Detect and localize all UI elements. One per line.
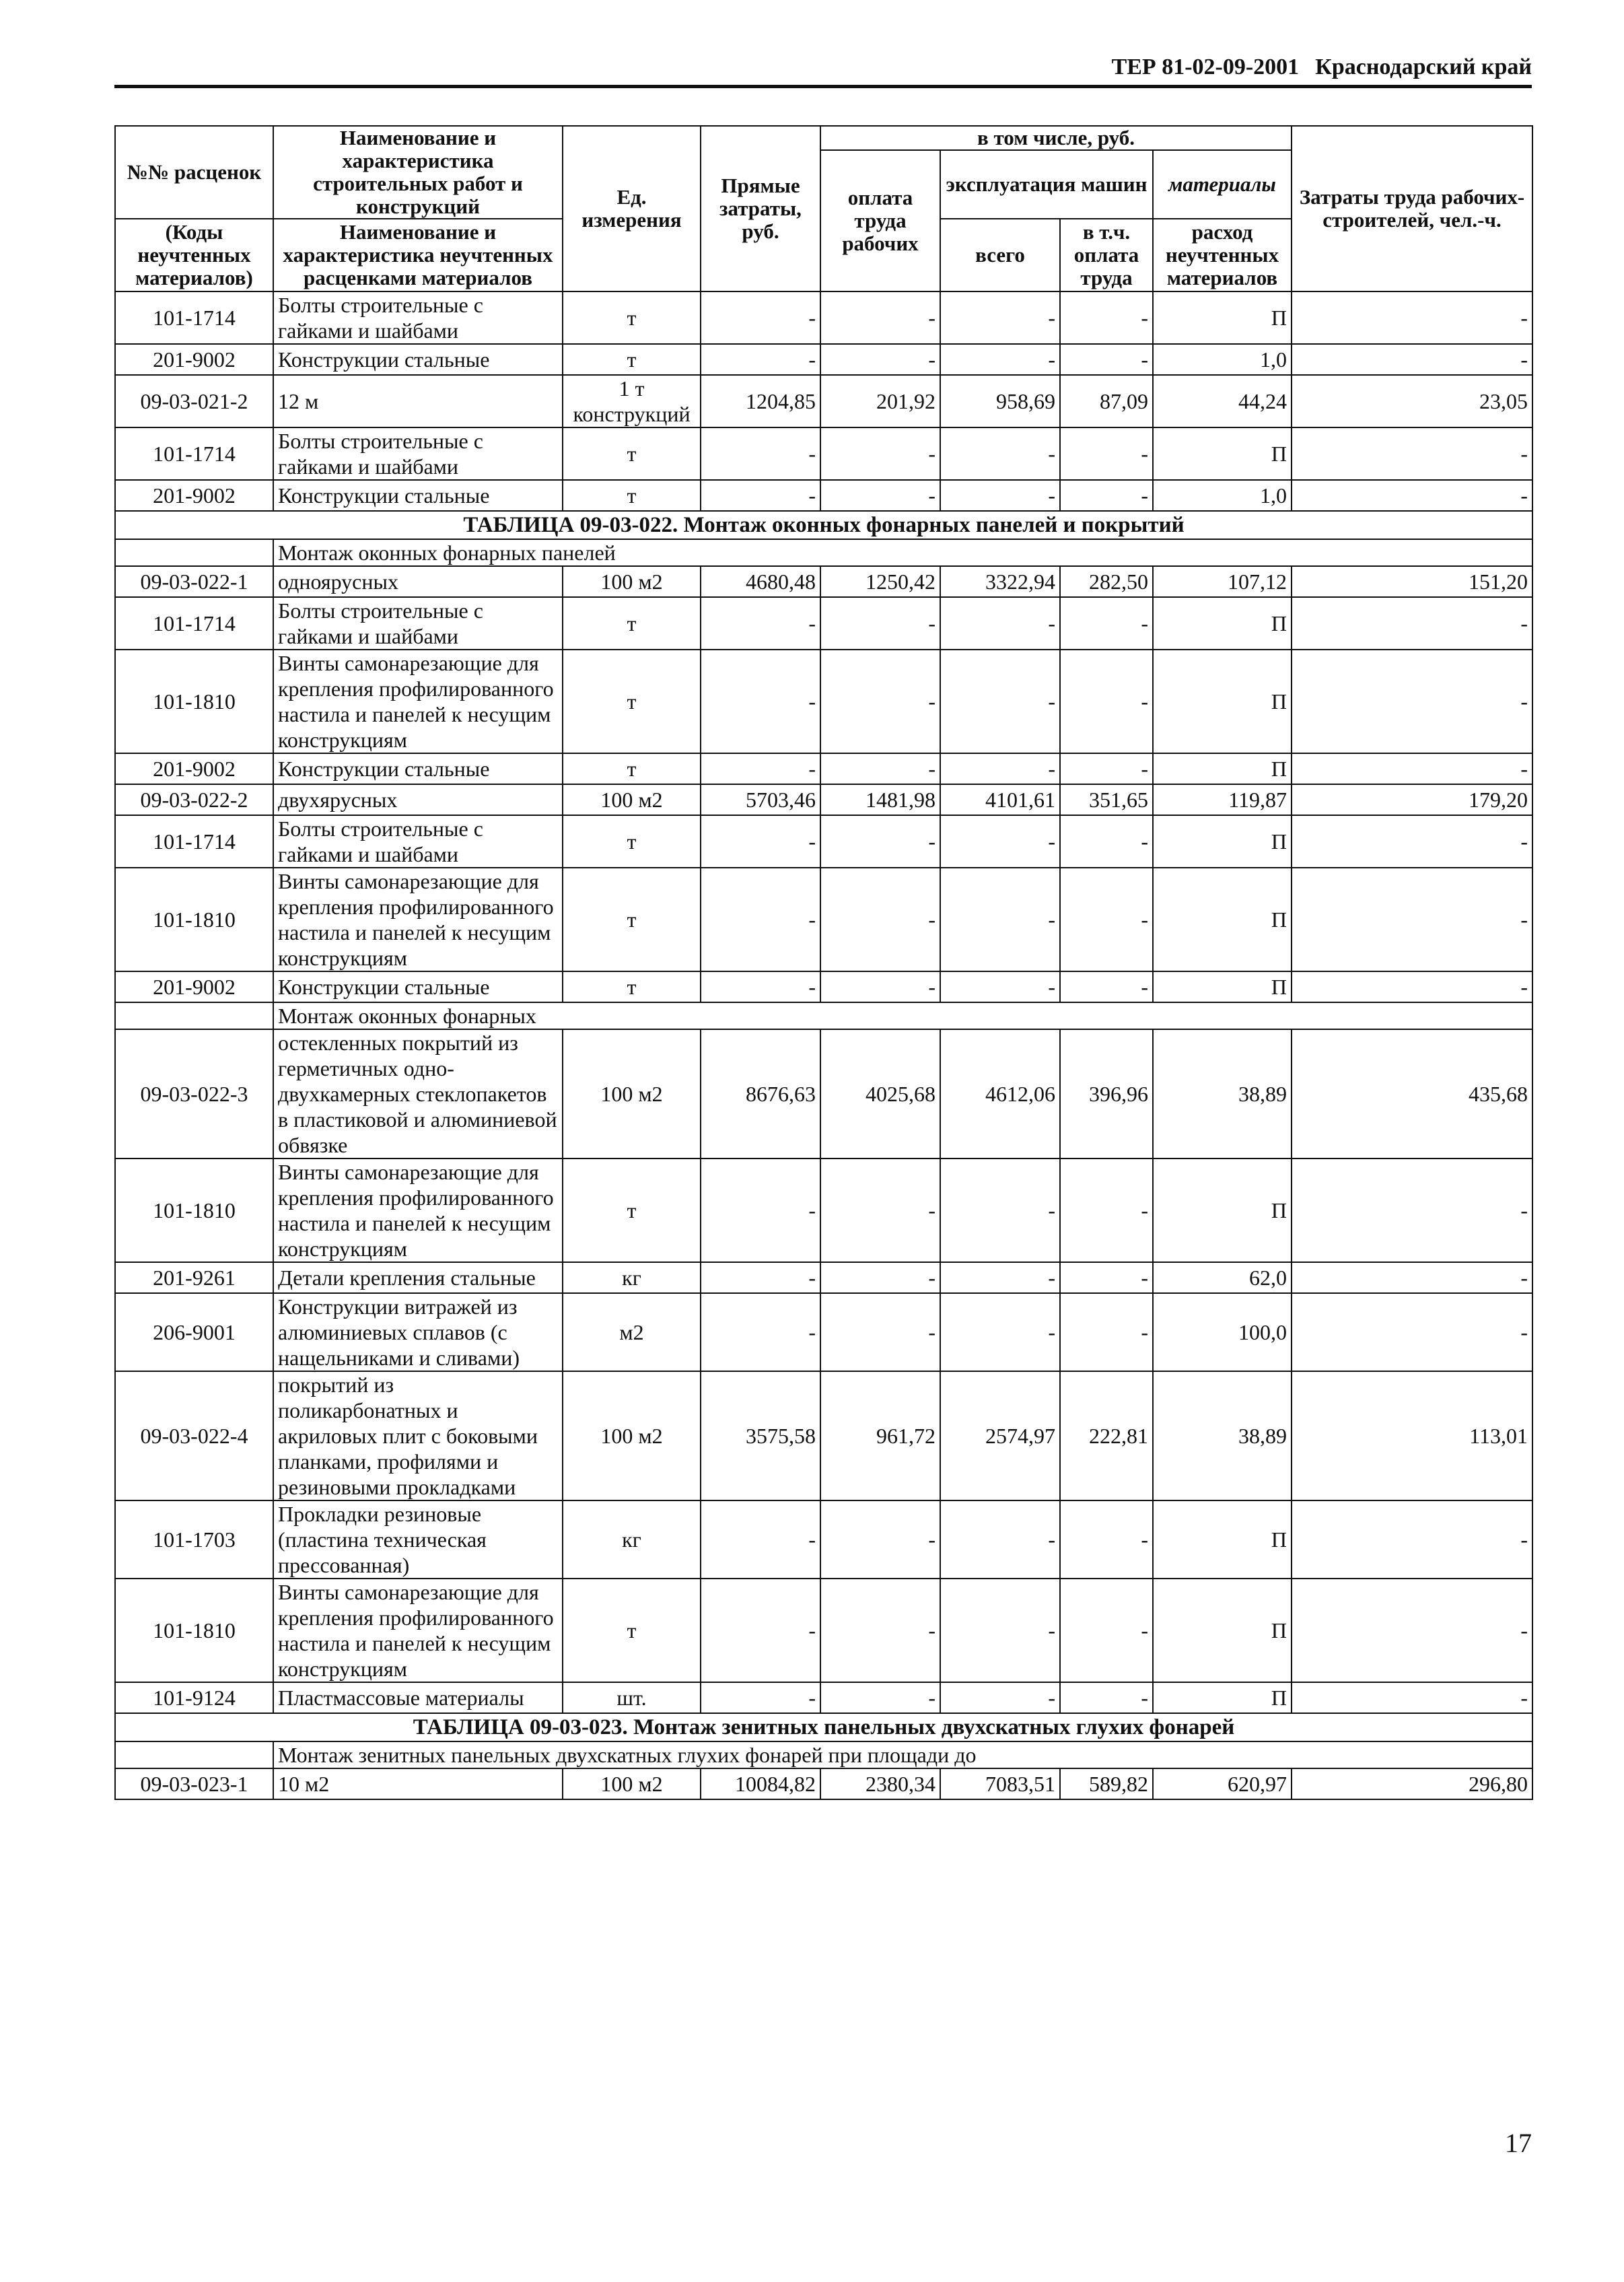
cell-materials: 107,12 <box>1153 566 1292 597</box>
cell-name: Болты строительные с гайками и шайбами <box>273 815 563 868</box>
table-row <box>115 784 1532 815</box>
cell-labor-pay: - <box>820 1500 940 1579</box>
cell-unit: т <box>563 291 701 344</box>
cell-machines-total: - <box>940 1293 1060 1371</box>
cell-machines-total: 3322,94 <box>940 566 1060 597</box>
cell-direct-cost: - <box>701 868 820 971</box>
table-row <box>115 291 1532 344</box>
cell-name: Конструкции стальные <box>273 344 563 375</box>
cell-machines-total: 7083,51 <box>940 1768 1060 1799</box>
cell-labor-pay: - <box>820 971 940 1002</box>
cell-machines-total: - <box>940 1159 1060 1262</box>
cell-labor-hours: - <box>1292 1262 1532 1293</box>
cell-direct-cost: 8676,63 <box>701 1029 820 1159</box>
cell-name: Винты самонарезающие для крепления профилированного настила и панелей к несущим конструкциям <box>273 1579 563 1682</box>
cell-unit: т <box>563 753 701 784</box>
cell-labor-hours: - <box>1292 344 1532 375</box>
col-machines-total: всего <box>940 219 1060 291</box>
cell-unit: т <box>563 480 701 511</box>
cell-code: 09-03-021-2 <box>115 375 273 427</box>
table-section-row <box>115 1713 1532 1741</box>
cell-labor-hours: - <box>1292 291 1532 344</box>
cell-labor-pay: 2380,34 <box>820 1768 940 1799</box>
cell-machines-labor: - <box>1060 1262 1153 1293</box>
cell-labor-pay: - <box>820 1293 940 1371</box>
cell-machines-total: - <box>940 480 1060 511</box>
cell-direct-cost: 10084,82 <box>701 1768 820 1799</box>
cell-materials: 119,87 <box>1153 784 1292 815</box>
cell-labor-hours: - <box>1292 753 1532 784</box>
cell-name: Конструкции стальные <box>273 753 563 784</box>
cell-labor-hours: 296,80 <box>1292 1768 1532 1799</box>
col-labor-pay: оплата труда рабочих <box>820 150 940 291</box>
table-row <box>115 1768 1532 1799</box>
col-machines-labor: в т.ч. оплата труда <box>1060 219 1153 291</box>
cell-name: остекленных покрытий из герметичных одно- двухкамерных стеклопакетов в пластиковой и алюминиевой обвязке <box>273 1029 563 1159</box>
cell-materials: П <box>1153 1159 1292 1262</box>
document-code: ТЕР 81-02-09-2001 <box>1111 55 1300 79</box>
cell-materials: П <box>1153 971 1292 1002</box>
cell-labor-pay: - <box>820 344 940 375</box>
cell-labor-pay: - <box>820 650 940 753</box>
cell-unit: т <box>563 597 701 650</box>
table-subheader-row <box>115 1002 1532 1029</box>
cell-code: 09-03-022-2 <box>115 784 273 815</box>
cell-machines-labor: - <box>1060 1293 1153 1371</box>
cell-direct-cost: - <box>701 1500 820 1579</box>
cell-labor-hours: - <box>1292 1579 1532 1682</box>
cell-machines-total: - <box>940 971 1060 1002</box>
subheader-code-cell <box>115 539 273 566</box>
cell-name: покрытий из поликарбонатных и акриловых плит с боковыми планками, профилями и резиновыми прокладками <box>273 1371 563 1500</box>
cell-machines-labor: - <box>1060 1682 1153 1713</box>
cell-unit: 100 м2 <box>563 566 701 597</box>
cell-direct-cost: - <box>701 971 820 1002</box>
region-name: Краснодарский край <box>1315 55 1532 79</box>
cell-labor-hours: - <box>1292 1293 1532 1371</box>
cell-name: Конструкции стальные <box>273 480 563 511</box>
cell-machines-total: 2574,97 <box>940 1371 1060 1500</box>
cell-unit: т <box>563 1159 701 1262</box>
table-row <box>115 480 1532 511</box>
cell-code: 09-03-022-3 <box>115 1029 273 1159</box>
cell-name: одноярусных <box>273 566 563 597</box>
table-row <box>115 1262 1532 1293</box>
cell-materials: П <box>1153 1500 1292 1579</box>
cell-materials: 1,0 <box>1153 344 1292 375</box>
subheader-code-cell <box>115 1002 273 1029</box>
cell-labor-hours: - <box>1292 597 1532 650</box>
cell-direct-cost: - <box>701 1159 820 1262</box>
cell-labor-hours: 151,20 <box>1292 566 1532 597</box>
subheader-title: Монтаж оконных фонарных <box>273 1002 1532 1029</box>
cell-machines-labor: 222,81 <box>1060 1371 1153 1500</box>
cell-machines-total: 4101,61 <box>940 784 1060 815</box>
table-header <box>115 126 1532 291</box>
cell-labor-pay: 961,72 <box>820 1371 940 1500</box>
cell-code: 101-1810 <box>115 650 273 753</box>
table-row <box>115 650 1532 753</box>
cell-code: 101-1703 <box>115 1500 273 1579</box>
cell-code: 201-9261 <box>115 1262 273 1293</box>
cell-direct-cost: - <box>701 291 820 344</box>
cell-machines-labor: - <box>1060 291 1153 344</box>
section-title: ТАБЛИЦА 09-03-022. Монтаж оконных фонарных панелей и покрытий <box>115 511 1532 539</box>
subheader-title: Монтаж зенитных панельных двухскатных глухих фонарей при площади до <box>273 1741 1532 1768</box>
cell-code: 201-9002 <box>115 480 273 511</box>
cell-machines-total: - <box>940 427 1060 480</box>
cell-labor-pay: 1250,42 <box>820 566 940 597</box>
table-row <box>115 1682 1532 1713</box>
cell-direct-cost: - <box>701 1262 820 1293</box>
cell-machines-total: - <box>940 1262 1060 1293</box>
cell-code: 101-1714 <box>115 597 273 650</box>
cell-materials: 44,24 <box>1153 375 1292 427</box>
cell-machines-labor: - <box>1060 1159 1153 1262</box>
cell-code: 101-1810 <box>115 1159 273 1262</box>
cell-name: двухярусных <box>273 784 563 815</box>
cell-labor-pay: - <box>820 1262 940 1293</box>
cell-labor-pay: - <box>820 1682 940 1713</box>
cell-labor-pay: - <box>820 815 940 868</box>
cell-code: 201-9002 <box>115 971 273 1002</box>
cell-direct-cost: - <box>701 597 820 650</box>
cell-labor-hours: - <box>1292 971 1532 1002</box>
cell-materials: П <box>1153 868 1292 971</box>
cell-machines-total: - <box>940 650 1060 753</box>
cell-unit: 100 м2 <box>563 1371 701 1500</box>
cell-labor-pay: - <box>820 868 940 971</box>
cell-machines-labor: - <box>1060 344 1153 375</box>
cell-direct-cost: 4680,48 <box>701 566 820 597</box>
cell-unit: м2 <box>563 1293 701 1371</box>
cell-labor-pay: - <box>820 291 940 344</box>
cell-materials: П <box>1153 815 1292 868</box>
cell-machines-labor: - <box>1060 753 1153 784</box>
cell-labor-pay: - <box>820 427 940 480</box>
cell-direct-cost: - <box>701 815 820 868</box>
table-row <box>115 815 1532 868</box>
cell-labor-hours: - <box>1292 480 1532 511</box>
col-materials <box>1153 150 1292 219</box>
cell-direct-cost: - <box>701 1579 820 1682</box>
cell-code: 201-9002 <box>115 344 273 375</box>
cell-machines-total: - <box>940 1682 1060 1713</box>
cell-machines-total: - <box>940 753 1060 784</box>
cell-machines-labor: - <box>1060 650 1153 753</box>
col-materials-sub: расход неучтенных материалов <box>1153 219 1292 291</box>
table-section-row <box>115 511 1532 539</box>
col-machines: эксплуатация машин <box>940 150 1153 219</box>
cell-labor-pay: - <box>820 1579 940 1682</box>
table-row <box>115 566 1532 597</box>
cell-machines-labor: - <box>1060 427 1153 480</box>
rates-table <box>114 125 1533 1800</box>
cell-labor-hours: 23,05 <box>1292 375 1532 427</box>
cell-unit: шт. <box>563 1682 701 1713</box>
table-row <box>115 753 1532 784</box>
cell-labor-pay: - <box>820 480 940 511</box>
cell-labor-pay: - <box>820 753 940 784</box>
cell-direct-cost: - <box>701 1682 820 1713</box>
cell-materials: П <box>1153 1682 1292 1713</box>
cell-direct-cost: - <box>701 427 820 480</box>
table-row <box>115 1579 1532 1682</box>
cell-code: 101-1810 <box>115 868 273 971</box>
col-name-top: Наименование и характеристика строительных работ и конструкций <box>273 126 563 219</box>
table-row <box>115 971 1532 1002</box>
cell-code: 201-9002 <box>115 753 273 784</box>
cell-name: 10 м2 <box>273 1768 563 1799</box>
col-including: в том числе, руб. <box>820 126 1292 150</box>
cell-code: 09-03-022-4 <box>115 1371 273 1500</box>
cell-labor-pay: 1481,98 <box>820 784 940 815</box>
cell-machines-total: - <box>940 291 1060 344</box>
cell-labor-hours: - <box>1292 868 1532 971</box>
table-row <box>115 1293 1532 1371</box>
cell-labor-pay: - <box>820 1159 940 1262</box>
cell-machines-labor: - <box>1060 597 1153 650</box>
cell-materials: П <box>1153 1579 1292 1682</box>
cell-machines-labor: - <box>1060 868 1153 971</box>
table-row <box>115 1159 1532 1262</box>
cell-name: Болты строительные с гайками и шайбами <box>273 291 563 344</box>
cell-materials: 620,97 <box>1153 1768 1292 1799</box>
cell-unit: т <box>563 868 701 971</box>
cell-direct-cost: - <box>701 480 820 511</box>
cell-labor-hours: 435,68 <box>1292 1029 1532 1159</box>
cell-code: 09-03-022-1 <box>115 566 273 597</box>
cell-direct-cost: 3575,58 <box>701 1371 820 1500</box>
table-row <box>115 427 1532 480</box>
cell-labor-hours: - <box>1292 650 1532 753</box>
cell-machines-labor: - <box>1060 1500 1153 1579</box>
cell-unit: т <box>563 650 701 753</box>
cell-materials: П <box>1153 291 1292 344</box>
cell-machines-total: - <box>940 815 1060 868</box>
cell-code: 101-9124 <box>115 1682 273 1713</box>
cell-machines-labor: 589,82 <box>1060 1768 1153 1799</box>
table-subheader-row <box>115 539 1532 566</box>
cell-name: Пластмассовые материалы <box>273 1682 563 1713</box>
cell-name: Винты самонарезающие для крепления профилированного настила и панелей к несущим конструкциям <box>273 1159 563 1262</box>
cell-labor-hours: - <box>1292 1682 1532 1713</box>
cell-direct-cost: - <box>701 650 820 753</box>
cell-machines-total: - <box>940 1500 1060 1579</box>
cell-machines-labor: 396,96 <box>1060 1029 1153 1159</box>
cell-name: Конструкции стальные <box>273 971 563 1002</box>
cell-materials: 62,0 <box>1153 1262 1292 1293</box>
cell-materials: П <box>1153 650 1292 753</box>
cell-name: Болты строительные с гайками и шайбами <box>273 597 563 650</box>
cell-machines-total: - <box>940 597 1060 650</box>
cell-code: 101-1810 <box>115 1579 273 1682</box>
cell-materials: П <box>1153 753 1292 784</box>
cell-name: Прокладки резиновые (пластина техническая прессованная) <box>273 1500 563 1579</box>
table-row <box>115 1029 1532 1159</box>
cell-direct-cost: - <box>701 1293 820 1371</box>
table-row <box>115 868 1532 971</box>
cell-unit: кг <box>563 1262 701 1293</box>
cell-labor-hours: 113,01 <box>1292 1371 1532 1500</box>
cell-direct-cost: - <box>701 344 820 375</box>
cell-code: 101-1714 <box>115 427 273 480</box>
table-body <box>115 291 1532 1799</box>
cell-labor-pay: 201,92 <box>820 375 940 427</box>
cell-machines-labor: - <box>1060 971 1153 1002</box>
cell-machines-total: 958,69 <box>940 375 1060 427</box>
cell-labor-hours: - <box>1292 1159 1532 1262</box>
cell-unit: т <box>563 1579 701 1682</box>
table-subheader-row <box>115 1741 1532 1768</box>
cell-machines-labor: 351,65 <box>1060 784 1153 815</box>
col-code-bottom: (Коды неучтенных материалов) <box>115 219 273 291</box>
cell-unit: 100 м2 <box>563 1768 701 1799</box>
col-labor-cost: Затраты труда рабочих-строителей, чел.-ч. <box>1292 126 1532 291</box>
cell-labor-hours: - <box>1292 1500 1532 1579</box>
page-header <box>114 54 1532 88</box>
cell-materials: 100,0 <box>1153 1293 1292 1371</box>
cell-materials: 38,89 <box>1153 1029 1292 1159</box>
table-row <box>115 344 1532 375</box>
cell-machines-labor: 282,50 <box>1060 566 1153 597</box>
cell-unit: 1 т конструкций <box>563 375 701 427</box>
cell-name: Винты самонарезающие для крепления профилированного настила и панелей к несущим конструкциям <box>273 868 563 971</box>
cell-materials: 1,0 <box>1153 480 1292 511</box>
cell-machines-total: - <box>940 1579 1060 1682</box>
cell-labor-hours: - <box>1292 815 1532 868</box>
cell-machines-labor: - <box>1060 1579 1153 1682</box>
cell-materials: 38,89 <box>1153 1371 1292 1500</box>
subheader-title: Монтаж оконных фонарных панелей <box>273 539 1532 566</box>
cell-materials: П <box>1153 427 1292 480</box>
table-row <box>115 1500 1532 1579</box>
col-unit: Ед. измерения <box>563 126 701 291</box>
cell-code: 101-1714 <box>115 291 273 344</box>
cell-labor-hours: 179,20 <box>1292 784 1532 815</box>
cell-code: 101-1714 <box>115 815 273 868</box>
page-number: 17 <box>1505 2128 1532 2158</box>
col-code-top: №№ расценок <box>115 126 273 219</box>
cell-unit: 100 м2 <box>563 1029 701 1159</box>
cell-unit: т <box>563 344 701 375</box>
cell-code: 09-03-023-1 <box>115 1768 273 1799</box>
cell-direct-cost: - <box>701 753 820 784</box>
cell-name: Конструкции витражей из алюминиевых сплавов (с нащельниками и сливами) <box>273 1293 563 1371</box>
table-row <box>115 597 1532 650</box>
cell-machines-labor: 87,09 <box>1060 375 1153 427</box>
cell-labor-pay: - <box>820 597 940 650</box>
cell-machines-labor: - <box>1060 815 1153 868</box>
cell-unit: т <box>563 427 701 480</box>
subheader-code-cell <box>115 1741 273 1768</box>
cell-machines-total: - <box>940 868 1060 971</box>
cell-labor-pay: 4025,68 <box>820 1029 940 1159</box>
cell-unit: кг <box>563 1500 701 1579</box>
cell-name: Винты самонарезающие для крепления профилированного настила и панелей к несущим конструкциям <box>273 650 563 753</box>
table-row <box>115 1371 1532 1500</box>
cell-name: Детали крепления стальные <box>273 1262 563 1293</box>
cell-machines-total: - <box>940 344 1060 375</box>
cell-direct-cost: 1204,85 <box>701 375 820 427</box>
col-direct: Прямые затраты, руб. <box>701 126 820 291</box>
col-materials-label: материалы <box>1168 172 1276 196</box>
table-row <box>115 375 1532 427</box>
cell-name: 12 м <box>273 375 563 427</box>
cell-materials: П <box>1153 597 1292 650</box>
cell-machines-total: 4612,06 <box>940 1029 1060 1159</box>
cell-labor-hours: - <box>1292 427 1532 480</box>
cell-unit: 100 м2 <box>563 784 701 815</box>
cell-direct-cost: 5703,46 <box>701 784 820 815</box>
section-title: ТАБЛИЦА 09-03-023. Монтаж зенитных панельных двухскатных глухих фонарей <box>115 1713 1532 1741</box>
cell-machines-labor: - <box>1060 480 1153 511</box>
cell-code: 206-9001 <box>115 1293 273 1371</box>
cell-unit: т <box>563 971 701 1002</box>
cell-unit: т <box>563 815 701 868</box>
cell-name: Болты строительные с гайками и шайбами <box>273 427 563 480</box>
col-name-bottom: Наименование и характеристика неучтенных расценками материалов <box>273 219 563 291</box>
